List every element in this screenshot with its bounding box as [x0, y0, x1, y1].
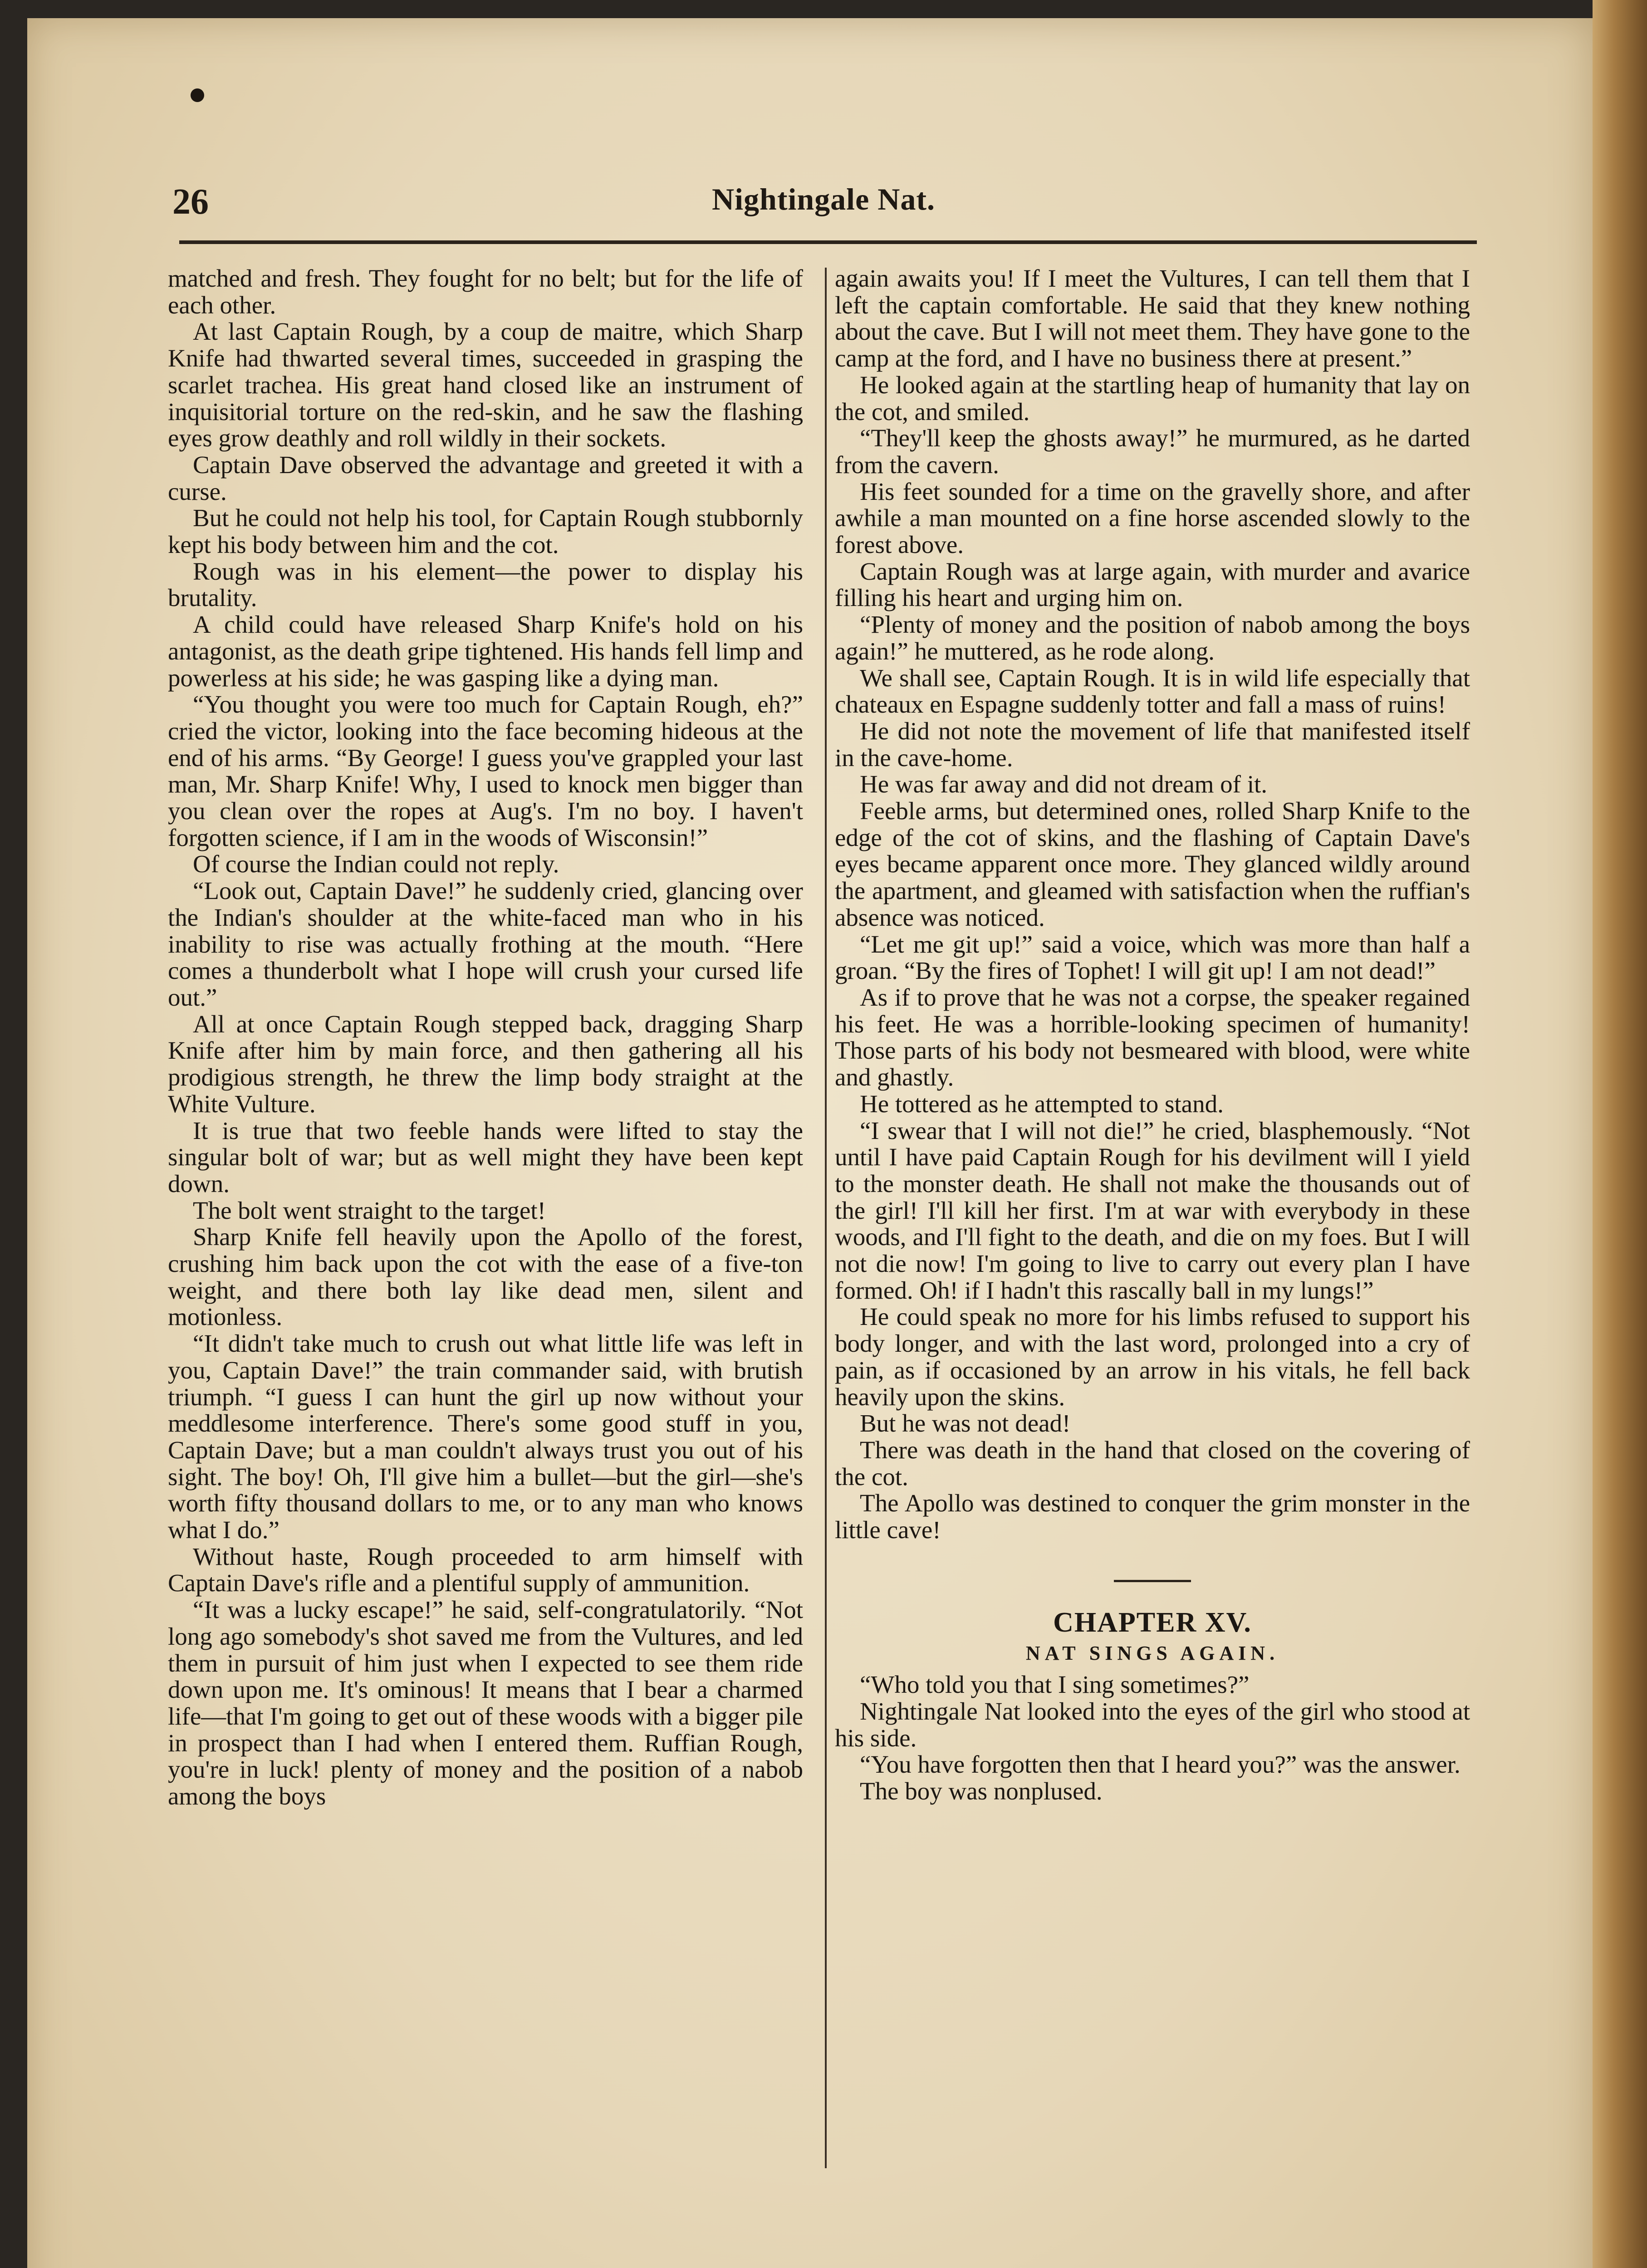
paragraph: But he was not dead! — [860, 1409, 1071, 1437]
paragraph: We shall see, Captain Rough. It is in wild life especially that chateaux en Espagne suddenly totter and fall a mass of ruins! — [835, 664, 1470, 719]
paragraph: He did not note the movement of life that manifested itself in the cave-home. — [835, 717, 1470, 772]
column-divider — [825, 268, 827, 2168]
paragraph: All at once Captain Rough stepped back, dragging Sharp Knife after him by main force, and then gathering all his prodigious strength, he threw the limp body straight at the White Vulture. — [168, 1010, 803, 1118]
page-spine-edge — [1593, 0, 1647, 2268]
running-title: Nightingale Nat. — [712, 182, 935, 216]
paragraph: Captain Dave observed the advantage and greeted it with a curse. — [168, 450, 803, 505]
left-column — [168, 265, 803, 2182]
paragraph: But he could not help his tool, for Captain Rough stubbornly kept his body between him and the cot. — [168, 504, 803, 559]
paragraph: matched and fresh. They fought for no belt; but for the life of each other. — [168, 265, 803, 319]
paragraph: “It didn't take much to crush out what little life was left in you, Captain Dave!” the train commander said, with brutish triumph. “I guess I can hunt the girl up now without your meddlesome interference. There's some good stuff in you, Captain Dave; but a man couldn't always trust you out of his sight. The boy! Oh, I'll give him a bullet—but the girl—she's worth fifty thousand dollars to me, or to any man who knows what I do.” — [168, 1330, 803, 1544]
paragraph: He looked again at the startling heap of humanity that lay on the cot, and smiled. — [835, 371, 1470, 425]
paragraph: Of course the Indian could not reply. — [193, 850, 559, 878]
chapter-heading: CHAPTER XV. — [1053, 1607, 1252, 1638]
paragraph: “Look out, Captain Dave!” he suddenly cried, glancing over the Indian's shoulder at the white-faced man who in his inability to rise was actually frothing at the mouth. “Here comes a thunderbolt what I hope will crush your cursed life out.” — [168, 877, 803, 1011]
header-rule — [179, 240, 1477, 244]
paragraph: Captain Rough was at large again, with murder and avarice filling his heart and urging him on. — [835, 557, 1470, 612]
paragraph: “You thought you were too much for Captain Rough, eh?” cried the victor, looking into the face becoming hideous at the end of his arms. “By George! I guess you've grappled your last man, Mr. Sharp Knife! Why, I used to knock men bigger than you clean over the ropes at Aug's. I'm no boy. I haven't forgotten science, if I am in the woods of Wisconsin!” — [168, 690, 803, 851]
paragraph: “Who told you that I sing sometimes?” — [860, 1671, 1250, 1699]
paragraph: The Apollo was destined to conquer the grim monster in the little cave! — [835, 1489, 1470, 1544]
paragraph: Sharp Knife fell heavily upon the Apollo of the forest, crushing him back upon the cot with the ease of a five-ton weight, and there both lay like dead men, silent and motionless. — [168, 1223, 803, 1331]
paragraph: Nightingale Nat looked into the eyes of the girl who stood at his side. — [835, 1697, 1470, 1752]
paragraph: The boy was nonplused. — [860, 1777, 1103, 1805]
paragraph: “Let me git up!” said a voice, which was more than half a groan. “By the fires of Tophet! I will git up! I am not dead!” — [835, 930, 1470, 985]
paragraph: “I swear that I will not die!” he cried, blasphemously. “Not until I have paid Captain Rough for his devilment will I yield to the monster death. He shall not make the thousands out of the girl! I'll kill her first. I'm at war with everybody in these woods, and I'll fight to the death, and die on my foes. But I will not die now! I'm going to live to carry out every plan I have formed. Oh! if I hadn't this rascally ball in my lungs!” — [835, 1116, 1470, 1304]
paragraph: At last Captain Rough, by a coup de maitre, which Sharp Knife had thwarted several times, succeeded in grasping the scarlet trachea. His great hand closed like an instrument of inquisitorial torture on the red-skin, and he saw the flashing eyes grow deathly and roll wildly in their sockets. — [168, 318, 803, 452]
paragraph: It is true that two feeble hands were lifted to stay the singular bolt of war; but as well might they have been kept down. — [168, 1116, 803, 1198]
paragraph: His feet sounded for a time on the gravelly shore, and after awhile a man mounted on a fine horse ascended slowly to the forest above. — [835, 477, 1470, 559]
chapter-subtitle: NAT SINGS AGAIN. — [1025, 1642, 1279, 1665]
paragraph: Feeble arms, but determined ones, rolled Sharp Knife to the edge of the cot of skins, and the flashing of Captain Dave's eyes became apparent once more. They glanced wildly around the apartment, and gleamed with satisfaction when the ruffian's absence was noticed. — [835, 797, 1470, 931]
page-number: 26 — [172, 182, 209, 222]
ink-spot — [191, 88, 204, 102]
page-header — [172, 181, 1475, 231]
paragraph: Without haste, Rough proceeded to arm himself with Captain Dave's rifle and a plentiful supply of ammunition. — [168, 1542, 803, 1597]
paragraph: “It was a lucky escape!” he said, self-congratulatorily. “Not long ago somebody's shot saved me from the Vultures, and led them in pursuit of him just when I expected to see them ride down upon me. It's ominous! It means that I bear a charmed life—that I'm going to get out of these woods with a bigger pile in prospect than I had when I entered them. Ruffian Rough, you're in luck! plenty of money and the position of a nabob among the boys — [168, 1596, 803, 1810]
paragraph: There was death in the hand that closed on the covering of the cot. — [835, 1436, 1470, 1491]
section-divider — [1114, 1580, 1191, 1582]
paragraph: As if to prove that he was not a corpse, the speaker regained his feet. He was a horrible-looking specimen of humanity! Those parts of his body not besmeared with blood, were white and ghastly. — [835, 983, 1470, 1091]
right-column — [835, 265, 1470, 2182]
paragraph: He was far away and did not dream of it. — [860, 770, 1268, 798]
paragraph: The bolt went straight to the target! — [193, 1196, 546, 1224]
paragraph: “They'll keep the ghosts away!” he murmured, as he darted from the cavern. — [835, 424, 1470, 479]
paragraph: again awaits you! If I meet the Vultures, I can tell them that I left the captain comfortable. He said that they knew nothing about the cave. But I will not meet them. They have gone to the camp at the ford, and I have no business there at present.” — [835, 265, 1470, 372]
paragraph: Rough was in his element—the power to display his brutality. — [168, 557, 803, 612]
paragraph: “You have forgotten then that I heard you?” was the answer. — [860, 1750, 1461, 1779]
paragraph: He tottered as he attempted to stand. — [860, 1090, 1224, 1118]
paragraph: “Plenty of money and the position of nabob among the boys again!” he muttered, as he rode along. — [835, 611, 1470, 665]
paragraph: A child could have released Sharp Knife's hold on his antagonist, as the death gripe tightened. His hands fell limp and powerless at his side; he was gasping like a dying man. — [168, 611, 803, 692]
paragraph: He could speak no more for his limbs refused to support his body longer, and with the last word, prolonged into a cry of pain, as if occasioned by an arrow in his vitals, he fell back heavily upon the skins. — [835, 1303, 1470, 1411]
